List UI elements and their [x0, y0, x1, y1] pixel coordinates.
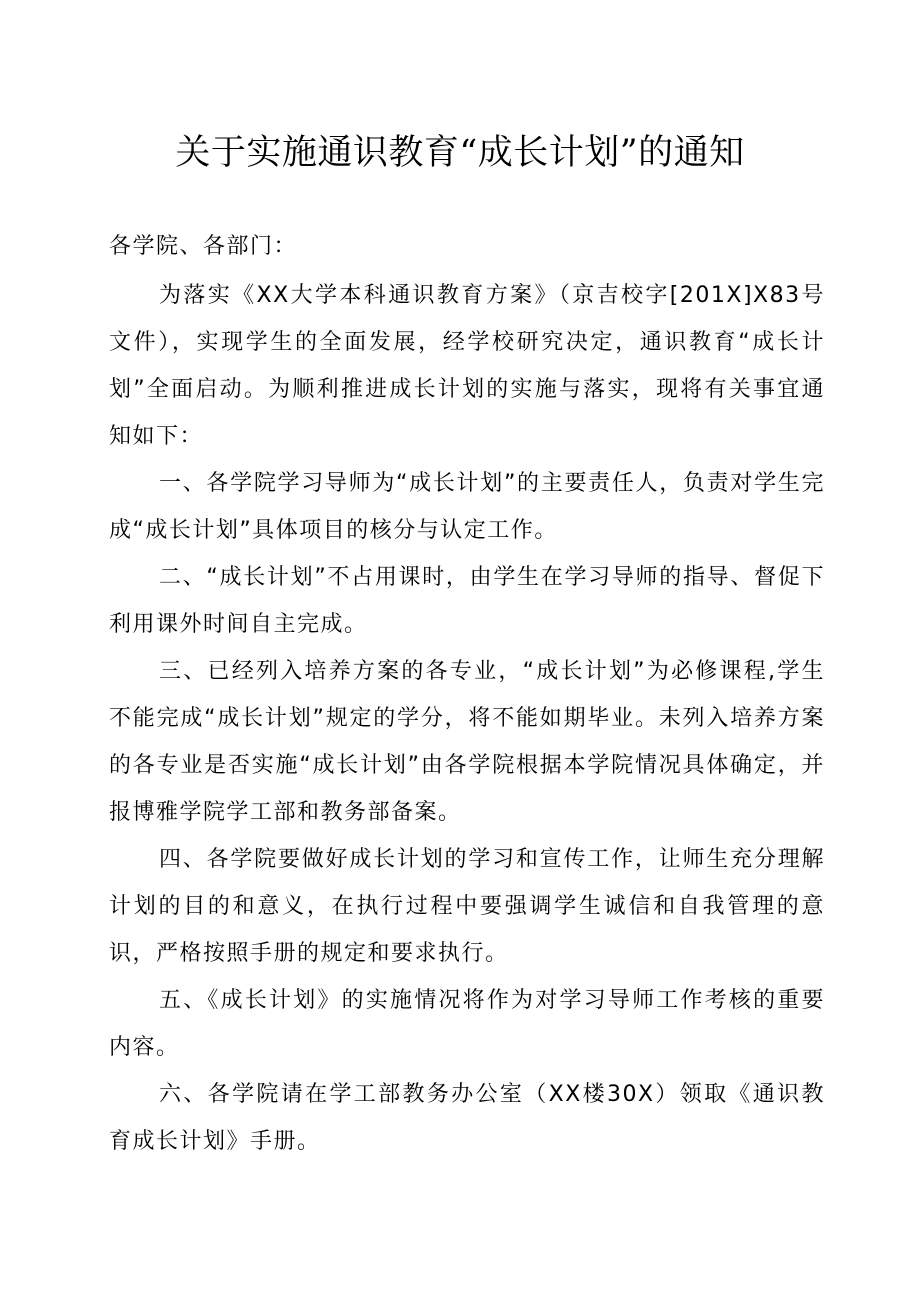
document-title: 关于实施通识教育“成长计划”的通知	[175, 133, 745, 173]
item-2-paragraph: 二、“成长计划”不占用课时，由学生在学习导师的指导、督促下利用课外时间自主完成。	[109, 565, 825, 637]
notice-body	[109, 272, 825, 1165]
item-4-paragraph: 四、各学院要做好成长计划的学习和宣传工作，让师生充分理解计划的目的和意义，在执行过程中要强调学生诚信和自我管理的意识，严格按照手册的规定和要求执行。	[109, 847, 825, 966]
item-5-paragraph: 五、《成长计划》的实施情况将作为对学习导师工作考核的重要内容。	[109, 988, 825, 1060]
intro-paragraph: 为落实《XX大学本科通识教育方案》（京吉校字[201X]X83号文件），实现学生的全面发展，经学校研究决定，通识教育“成长计划”全面启动。为顺利推进成长计划的实施与落实，现将有关事宜通知如下：	[109, 283, 825, 449]
item-6-paragraph: 六、各学院请在学工部教务办公室（XX楼30X）领取《通识教育成长计划》手册。	[109, 1082, 825, 1154]
salutation: 各学院、各部门：	[109, 234, 298, 259]
item-3-paragraph: 三、已经列入培养方案的各专业，“成长计划”为必修课程,学生不能完成“成长计划”规定的学分，将不能如期毕业。未列入培养方案的各专业是否实施“成长计划”由各学院根据本学院情况具体确定，并报博雅学院学工部和教务部备案。	[109, 659, 825, 825]
item-1-paragraph: 一、各学院学习导师为“成长计划”的主要责任人，负责对学生完成“成长计划”具体项目的核分与认定工作。	[109, 471, 825, 543]
